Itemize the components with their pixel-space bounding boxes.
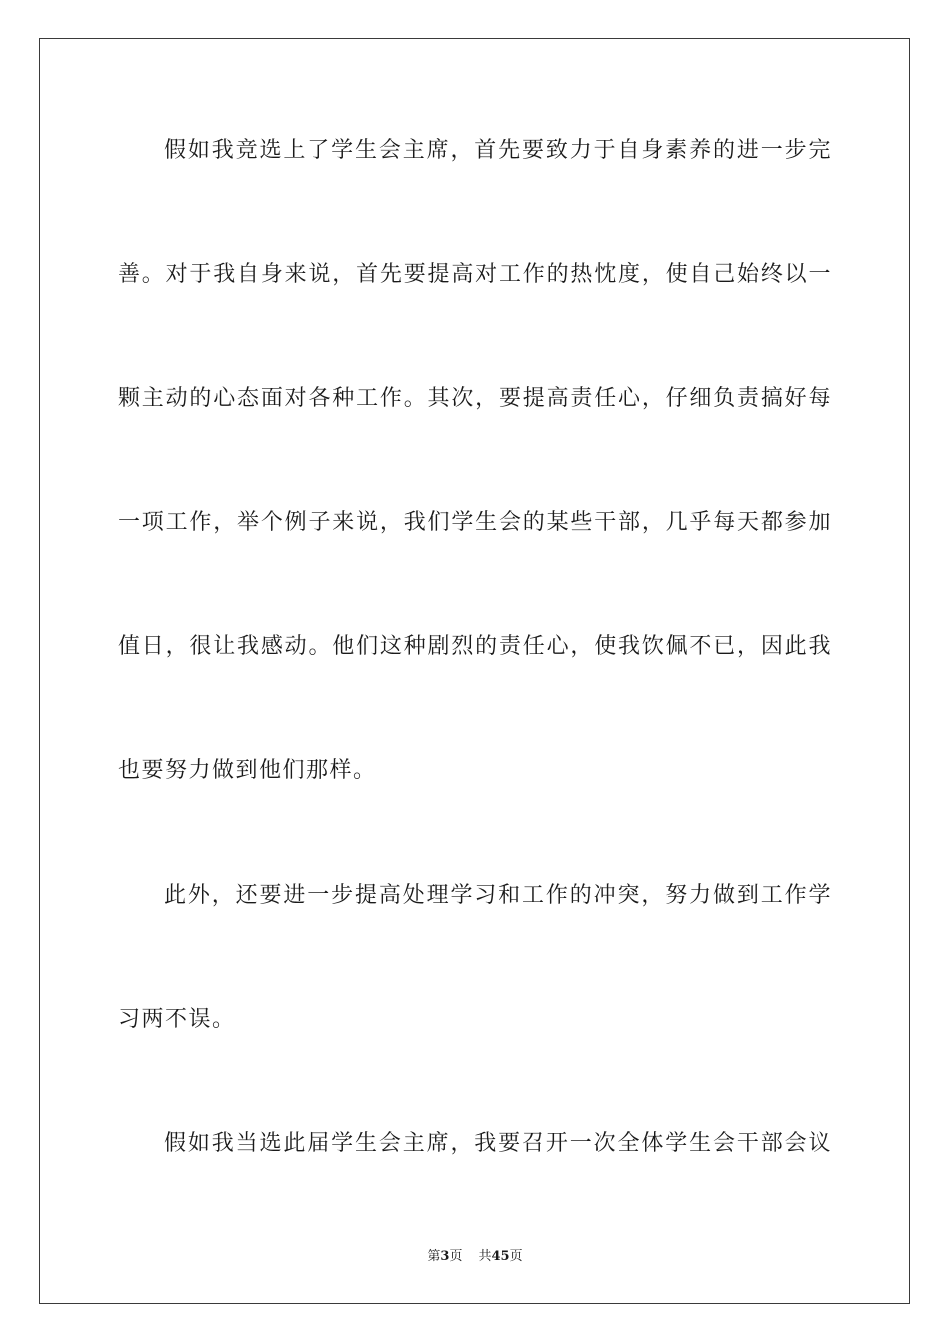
paragraph-2-line-2: 习两不误。	[118, 1007, 236, 1032]
page-footer	[0, 1245, 950, 1264]
footer-page-prefix: 第	[427, 1249, 441, 1264]
paragraph-1-line-4: 一项工作，举个例子来说，我们学生会的某些干部，几乎每天都参加	[118, 510, 832, 535]
footer-total-number: 45	[491, 1249, 510, 1264]
page-frame	[39, 38, 910, 1304]
footer-page-number: 3	[440, 1249, 450, 1264]
paragraph-1-line-3: 颗主动的心态面对各种工作。其次，要提高责任心，仔细负责搞好每	[118, 386, 832, 411]
paragraph-1-line-1: 假如我竞选上了学生会主席，首先要致力于自身素养的进一步完	[164, 138, 832, 163]
footer-total-suffix: 页	[509, 1249, 523, 1264]
paragraph-1-line-6: 也要努力做到他们那样。	[118, 758, 377, 783]
footer-total-prefix: 共	[478, 1249, 492, 1264]
footer-page-suffix: 页	[449, 1249, 463, 1264]
paragraph-1-line-2: 善。对于我自身来说，首先要提高对工作的热忱度，使自己始终以一	[118, 262, 832, 287]
paragraph-1-line-5: 值日，很让我感动。他们这种剧烈的责任心，使我饮佩不已，因此我	[118, 634, 832, 659]
paragraph-3-line-1: 假如我当选此届学生会主席，我要召开一次全体学生会干部会议	[164, 1131, 832, 1156]
paragraph-2-line-1: 此外，还要进一步提高处理学习和工作的冲突，努力做到工作学	[164, 883, 832, 908]
